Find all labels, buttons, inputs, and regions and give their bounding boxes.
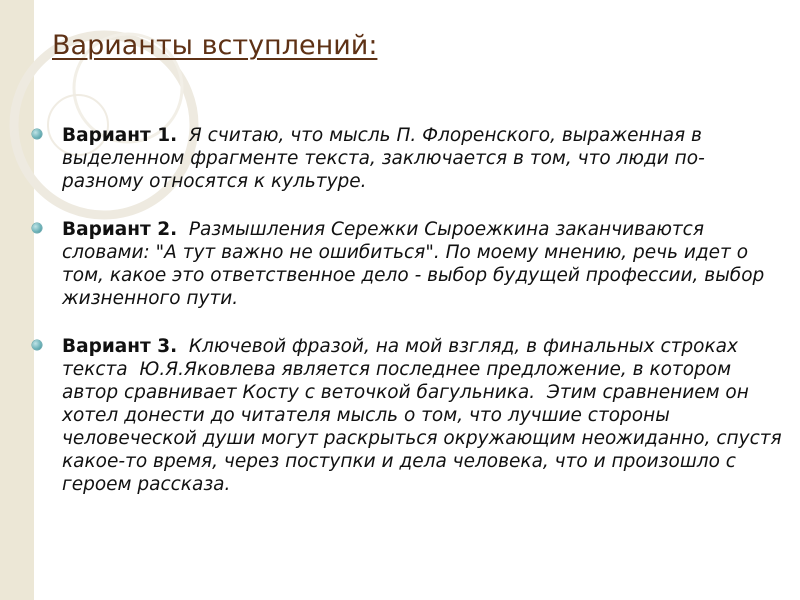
variant-text: Я считаю, что мысль П. Флоренского, выраженная в выделенном фрагменте текста, заключается в том, что люди по-разному относятся к культуре. [62, 125, 708, 192]
bullet-icon [32, 340, 42, 350]
variants-list [62, 124, 788, 521]
slide-title: Варианты вступлений: [52, 30, 378, 61]
list-item-variant-1 [62, 124, 782, 193]
variant-label: Вариант 2. [62, 219, 178, 240]
variant-text: Размышления Сережки Сыроежкина заканчиваются словами: "А тут важно не ошибиться". По моему мнению, речь идет о том, какое это ответственное дело - выбор будущей профессии, выбор жизненного пути. [62, 219, 771, 309]
variant-label: Вариант 1. [62, 125, 178, 146]
bullet-icon [32, 129, 42, 139]
list-item-variant-2 [62, 218, 782, 310]
variant-label: Вариант 3. [62, 336, 178, 357]
list-item-variant-3 [62, 335, 788, 496]
bullet-icon [32, 223, 42, 233]
variant-text: Ключевой фразой, на мой взгляд, в финальных строках текста Ю.Я.Яковлева является последнее предложение, в котором автор сравнивает Косту с веточкой багульника. Этим сравнением он хотел донести до читателя мысль о том, что лучшие стороны человеческой души могут раскрыться окружающим неожиданно, спустя какое-то время, через поступки и дела человека, что и произошло с героем рассказа. [62, 336, 788, 495]
